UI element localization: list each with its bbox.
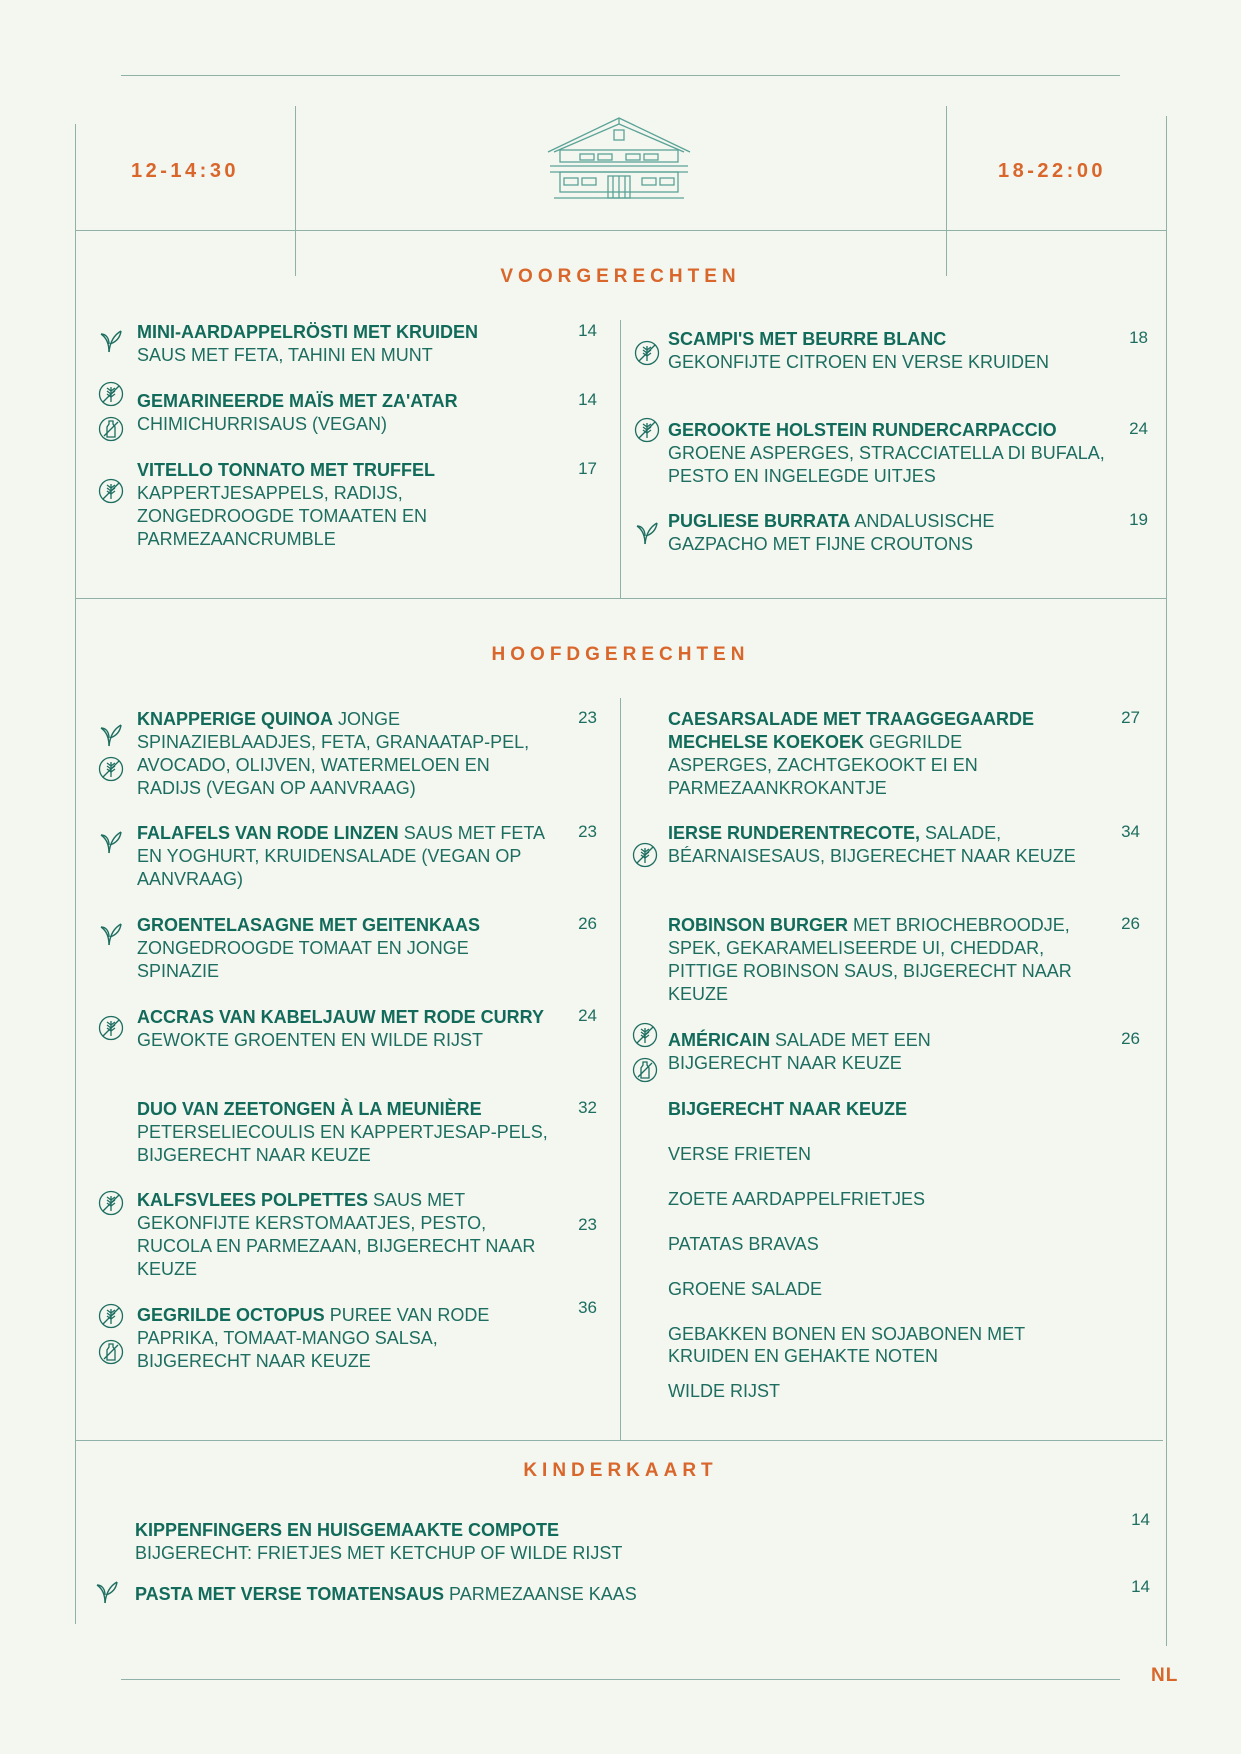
side-item: ZOETE AARDAPPELFRIETJES <box>668 1189 926 1209</box>
menu-item <box>137 390 567 436</box>
gluten-free-wheat-icon <box>632 842 658 868</box>
item-name: GEMARINEERDE MAÏS MET ZA'ATAR <box>137 391 458 411</box>
item-name: MINI-AARDAPPELRÖSTI MET KRUIDEN <box>137 322 478 342</box>
gluten-free-wheat-icon <box>98 1015 124 1041</box>
item-description: SAUS MET FETA, TAHINI EN MUNT <box>137 345 433 365</box>
side-item: WILDE RIJST <box>668 1381 781 1401</box>
item-name: VITELLO TONNATO MET TRUFFEL <box>137 460 435 480</box>
lactose-free-bottle-icon <box>632 1057 658 1083</box>
menu-item <box>135 1583 935 1606</box>
starters-bottom-rule <box>75 598 1167 599</box>
item-name: GEROOKTE HOLSTEIN RUNDERCARPACCIO <box>668 420 1057 440</box>
menu-item <box>137 914 537 983</box>
menu-item <box>668 708 1068 800</box>
vegetarian-sprout-icon <box>98 921 124 947</box>
item-price: 14 <box>578 390 597 409</box>
item-description: JONGE SPINAZIEBLAADJES, FETA, GRANAATAP-PEL, AVOCADO, OLIJVEN, WATERMELOEN EN RADIJS (VEGAN OP AANVRAAG) <box>137 709 530 798</box>
item-price: 26 <box>1121 1029 1140 1048</box>
sides-title: BIJGERECHT NAAR KEUZE <box>668 1099 908 1119</box>
item-description: MET BRIOCHEBROODJE, SPEK, GEKARAMELISEERDE UI, CHEDDAR, PITTIGE ROBINSON SAUS, BIJGERECHT NAAR KEUZE <box>668 915 1072 1004</box>
vegetarian-sprout-icon <box>98 829 124 855</box>
gluten-free-wheat-icon <box>98 1303 124 1329</box>
item-name: GROENTELASAGNE MET GEITENKAAS <box>137 915 481 935</box>
item-name: IERSE RUNDERENTRECOTE, <box>668 823 921 843</box>
header-rule <box>75 230 1167 231</box>
menu-item <box>668 419 1108 488</box>
item-price: 23 <box>578 1215 597 1234</box>
item-price: 27 <box>1121 708 1140 727</box>
item-description: KAPPERTJESAPPELS, RADIJS, ZONGEDROOGDE TOMAATEN EN PARMEZAANCRUMBLE <box>137 483 428 549</box>
item-name: PUGLIESE BURRATA <box>668 511 851 531</box>
lunch-hours: 12-14:30 <box>131 160 240 182</box>
top-rule <box>121 75 1120 76</box>
item-price: 23 <box>578 822 597 841</box>
item-name: AMÉRICAIN <box>668 1030 770 1050</box>
gluten-free-wheat-icon <box>98 478 124 504</box>
language-label: NL <box>1151 1665 1179 1686</box>
menu-item <box>668 822 1078 868</box>
menu-item <box>137 1304 537 1373</box>
item-description: SALADE, BÉARNAISESAUS, BIJGERECHET NAAR KEUZE <box>668 823 1076 866</box>
menu-item <box>137 1098 557 1167</box>
gluten-free-wheat-icon <box>634 417 660 443</box>
item-price: 24 <box>578 1006 597 1025</box>
section-heading-starters: VOORGERECHTEN <box>500 266 741 287</box>
item-price: 14 <box>1131 1577 1150 1596</box>
vegetarian-sprout-icon <box>94 1579 120 1605</box>
vegetarian-sprout-icon <box>98 722 124 748</box>
item-name: PASTA MET VERSE TOMATENSAUS <box>135 1584 445 1604</box>
item-description: PUREE VAN RODE PAPRIKA, TOMAAT-MANGO SALSA, BIJGERECHT NAAR KEUZE <box>137 1305 490 1371</box>
item-description: ZONGEDROOGDE TOMAAT EN JONGE SPINAZIE <box>137 938 469 981</box>
item-name: KALFSVLEES POLPETTES <box>137 1190 369 1210</box>
item-price: 24 <box>1129 419 1148 438</box>
menu-item <box>668 328 1078 374</box>
item-price: 14 <box>1131 1510 1150 1529</box>
item-name: FALAFELS VAN RODE LINZEN <box>137 823 399 843</box>
dinner-hours: 18-22:00 <box>998 160 1107 182</box>
item-name: ACCRAS VAN KABELJAUW MET RODE CURRY <box>137 1007 545 1027</box>
side-item: PATATAS BRAVAS <box>668 1234 819 1254</box>
item-description: ANDALUSISCHE GAZPACHO MET FIJNE CROUTONS <box>668 511 995 554</box>
item-description: PARMEZAANSE KAAS <box>449 1584 637 1604</box>
frame-right <box>1166 116 1167 1646</box>
menu-item <box>137 1189 537 1281</box>
item-name: KNAPPERIGE QUINOA <box>137 709 334 729</box>
item-price: 26 <box>578 914 597 933</box>
item-price: 18 <box>1129 328 1148 347</box>
header-divider-right <box>946 106 947 276</box>
lactose-free-bottle-icon <box>98 416 124 442</box>
item-name: SCAMPI'S MET BEURRE BLANC <box>668 329 947 349</box>
menu-item <box>137 459 537 551</box>
item-description: GEGRILDE ASPERGES, ZACHTGEKOOKT EI EN PARMEZAANKROKANTJE <box>668 732 978 798</box>
menu-item <box>137 822 547 891</box>
mains-column-divider <box>620 698 621 1440</box>
gluten-free-wheat-icon <box>634 340 660 366</box>
item-description: CHIMICHURRISAUS (VEGAN) <box>137 414 388 434</box>
mains-bottom-rule <box>75 1440 1163 1441</box>
side-item: VERSE FRIETEN <box>668 1144 812 1164</box>
item-description: BIJGERECHT: FRIETJES MET KETCHUP OF WILDE RIJST <box>135 1543 623 1563</box>
menu-item <box>668 1029 998 1075</box>
item-price: 19 <box>1129 510 1148 529</box>
vegetarian-sprout-icon <box>634 520 660 546</box>
item-description: GROENE ASPERGES, STRACCIATELLA DI BUFALA, PESTO EN INGELEGDE UITJES <box>668 443 1105 486</box>
item-price: 26 <box>1121 914 1140 933</box>
menu-item <box>137 321 567 367</box>
starters-column-divider <box>620 320 621 598</box>
header-divider-left <box>295 106 296 276</box>
gluten-free-wheat-icon <box>98 1190 124 1216</box>
side-item: GEBAKKEN BONEN EN SOJABONEN MET KRUIDEN EN GEHAKTE NOTEN <box>668 1324 1025 1366</box>
item-name: ROBINSON BURGER <box>668 915 849 935</box>
item-description: SALADE MET EEN BIJGERECHT NAAR KEUZE <box>668 1030 931 1073</box>
menu-item <box>137 1006 547 1052</box>
section-heading-kids: KINDERKAART <box>523 1460 718 1481</box>
item-description: SAUS MET GEKONFIJTE KERSTOMAATJES, PESTO, RUCOLA EN PARMEZAAN, BIJGERECHT NAAR KEUZE <box>137 1190 536 1279</box>
bottom-rule <box>121 1679 1120 1680</box>
item-price: 14 <box>578 321 597 340</box>
frame-left <box>75 124 76 1624</box>
item-description: SAUS MET FETA EN YOGHURT, KRUIDENSALADE (VEGAN OP AANVRAAG) <box>137 823 545 889</box>
item-name: CAESARSALADE MET TRAAGGEGAARDE MECHELSE KOEKOEK <box>668 709 1035 752</box>
lactose-free-bottle-icon <box>98 1339 124 1365</box>
item-description: GEWOKTE GROENTEN EN WILDE RIJST <box>137 1030 484 1050</box>
menu-item <box>137 708 557 800</box>
gluten-free-wheat-icon <box>98 756 124 782</box>
vegetarian-sprout-icon <box>98 328 124 354</box>
house-logo <box>546 116 692 202</box>
menu-item <box>668 510 1078 556</box>
item-description: GEKONFIJTE CITROEN EN VERSE KRUIDEN <box>668 352 1050 372</box>
gluten-free-wheat-icon <box>98 381 124 407</box>
item-price: 23 <box>578 708 597 727</box>
side-item: GROENE SALADE <box>668 1279 823 1299</box>
item-price: 32 <box>578 1098 597 1117</box>
item-price: 36 <box>578 1298 597 1317</box>
gluten-free-wheat-icon <box>632 1022 658 1048</box>
section-heading-mains: HOOFDGERECHTEN <box>491 644 750 665</box>
item-price: 17 <box>578 459 597 478</box>
menu-item <box>135 1519 935 1565</box>
item-name: KIPPENFINGERS EN HUISGEMAAKTE COMPOTE <box>135 1520 560 1540</box>
item-name: GEGRILDE OCTOPUS <box>137 1305 325 1325</box>
item-name: DUO VAN ZEETONGEN À LA MEUNIÈRE <box>137 1099 482 1119</box>
item-price: 34 <box>1121 822 1140 841</box>
menu-item <box>668 914 1098 1006</box>
item-description: PETERSELIECOULIS EN KAPPERTJESAP-PELS, BIJGERECHT NAAR KEUZE <box>137 1122 548 1165</box>
